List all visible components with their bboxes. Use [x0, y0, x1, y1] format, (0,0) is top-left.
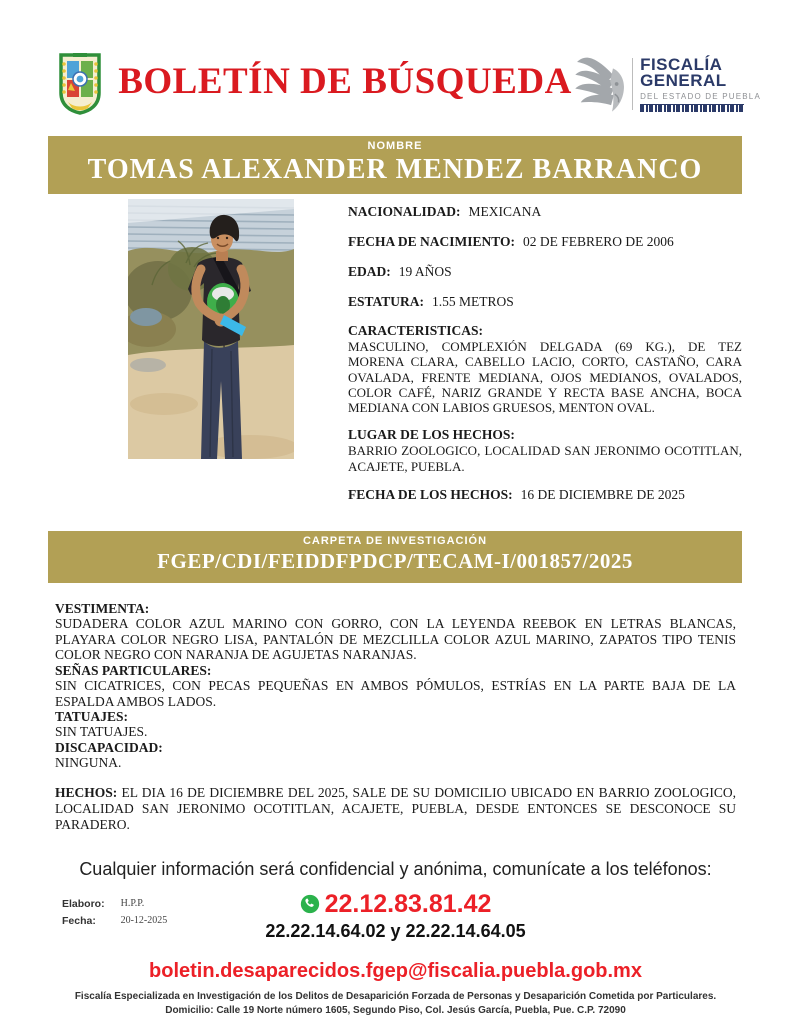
carpeta-label: CARPETA DE INVESTIGACIÓN [302, 535, 488, 548]
contact-email: boletin.desaparecidos.fgep@fiscalia.puebla.gob.mx [149, 960, 642, 983]
clothing-text: SUDADERA COLOR AZUL MARINO CON GORRO, CON LA LEYENDA REEBOK EN LETRAS BLANCAS, PLAYARA COLOR NEGRO LISA, PANTALÓN DE MEZCLILLA COLOR AZUL MARINO, ZAPATOS TIPO TENIS COLOR NEGRO CON NARANJA DE AGUJETAS NARANJAS. [55, 616, 736, 663]
incident-date-value: 16 DE DICIEMBRE DE 2025 [520, 487, 685, 503]
age-label: EDAD: [348, 264, 391, 279]
prepared-by-value: H.P.P. [120, 897, 145, 909]
incident-place-label: LUGAR DE LOS HECHOS: [348, 427, 515, 443]
marks-label: SEÑAS PARTICULARES: [55, 662, 212, 678]
nationality-label: NACIONALIDAD: [348, 204, 461, 219]
facts-paragraph [55, 785, 736, 833]
whatsapp-icon [300, 894, 320, 914]
fiscalia-wordmark [640, 54, 761, 112]
logo-divider [632, 58, 633, 110]
phone-numbers: 22.22.14.64.02 y 22.22.14.64.05 [265, 921, 526, 942]
age-value: 19 AÑOS [398, 264, 452, 279]
nationality-field [348, 203, 742, 220]
birthdate-field [348, 233, 742, 250]
carpeta-banner [48, 531, 742, 583]
fiscalia-word-2: GENERAL [640, 70, 727, 90]
footer-line-2: Domicilio: Calle 19 Norte número 1605, Segundo Piso, Col. Jesús García, Puebla, Pue. C.P. 72090 [165, 1004, 626, 1016]
incident-date-field [348, 486, 742, 503]
name-banner-label: NOMBRE [367, 140, 423, 152]
birthdate-value: 02 DE FEBRERO DE 2006 [523, 234, 674, 249]
fiscalia-logo [573, 50, 761, 118]
prepared-date-label: Fecha: [62, 914, 96, 927]
height-value: 1.55 METROS [432, 294, 514, 309]
facts-label: HECHOS: [55, 784, 118, 800]
person-name: TOMAS ALEXANDER MENDEZ BARRANCO [87, 154, 703, 185]
footer-block [0, 990, 791, 1017]
name-banner [48, 136, 742, 194]
whatsapp-phone-number: 22.12.83.81.42 [324, 889, 492, 918]
info-section [48, 199, 742, 516]
facts-text: EL DIA 16 DE DICIEMBRE DEL 2025, SALE DE SU DOMICILIO UBICADO EN BARRIO ZOOLOGICO, LOCALIDAD SAN JERONIMO OCOTITLAN, ACAJETE, PUEBLA, DESDE ENTONCES SE DESCONOCE SU PARADERO. [55, 784, 737, 832]
talavera-strip-icon [640, 104, 744, 112]
incident-place-text: BARRIO ZOOLOGICO, LOCALIDAD SAN JERONIMO OCOTITLAN, ACAJETE, PUEBLA. [348, 443, 742, 474]
puebla-coat-of-arms-icon [58, 52, 102, 116]
characteristics-label: CARACTERISTICAS: [348, 323, 484, 338]
incident-place-block [348, 427, 742, 474]
fiscalia-word-3: DEL ESTADO DE PUEBLA [640, 91, 761, 101]
marks-text: SIN CICATRICES, CON PECAS PEQUEÑAS EN AMBOS PÓMULOS, ESTRÍAS EN LA PARTE BAJA DE LA ESPALDA AMBOS LADOS. [55, 678, 736, 709]
person-photo [128, 199, 294, 459]
fiscalia-wing-icon [573, 50, 629, 118]
tattoos-text: SIN TATUAJES. [55, 724, 148, 740]
contact-block [0, 890, 791, 943]
carpeta-number: FGEP/CDI/FEIDDFPDCP/TECAM-I/001857/2025 [157, 549, 633, 574]
tattoos-label: TATUAJES: [55, 708, 129, 724]
footer-line-1: Fiscalía Especializada en Investigación de los Delitos de Desaparición Forzada de Personas y Desaparición Cometida por Particulares. [74, 991, 717, 1003]
prepared-by-block [62, 898, 167, 927]
disability-text: NINGUNA. [55, 755, 122, 771]
height-field [348, 293, 742, 310]
details-column [348, 199, 742, 516]
prepared-date-value: 20-12-2025 [120, 914, 168, 926]
birthdate-label: FECHA DE NACIMIENTO: [348, 234, 516, 249]
age-field [348, 263, 742, 280]
confidential-note: Cualquier información será confidencial y anónima, comunícate a los teléfonos: [79, 858, 712, 879]
height-label: ESTATURA: [348, 294, 425, 309]
whatsapp-line [300, 890, 492, 919]
clothing-label: VESTIMENTA: [55, 601, 150, 617]
prepared-by-label: Elaboro: [62, 897, 105, 910]
page-title: BOLETÍN DE BÚSQUEDA [118, 61, 572, 102]
characteristics-block [348, 323, 742, 415]
incident-date-label: FECHA DE LOS HECHOS: [348, 487, 513, 503]
characteristics-text: MASCULINO, COMPLEXIÓN DELGADA (69 KG.), DE TEZ MORENA CLARA, CABELLO LACIO, CORTO, CASTAÑO, CARA OVALADA, FRENTE MEDIANA, OJOS MEDIANOS, OVALADOS, COLOR CAFÉ, NARIZ GRANDE Y RECTA BASE ANCHA, BOCA MEDIANA CON LABIOS GRUESOS, MENTON OVAL. [348, 339, 742, 416]
fiscalia-word-1: FISCALÍA [640, 54, 723, 74]
description-section [55, 601, 736, 770]
header [0, 0, 791, 136]
nationality-value: MEXICANA [468, 204, 542, 219]
disability-label: DISCAPACIDAD: [55, 739, 163, 755]
